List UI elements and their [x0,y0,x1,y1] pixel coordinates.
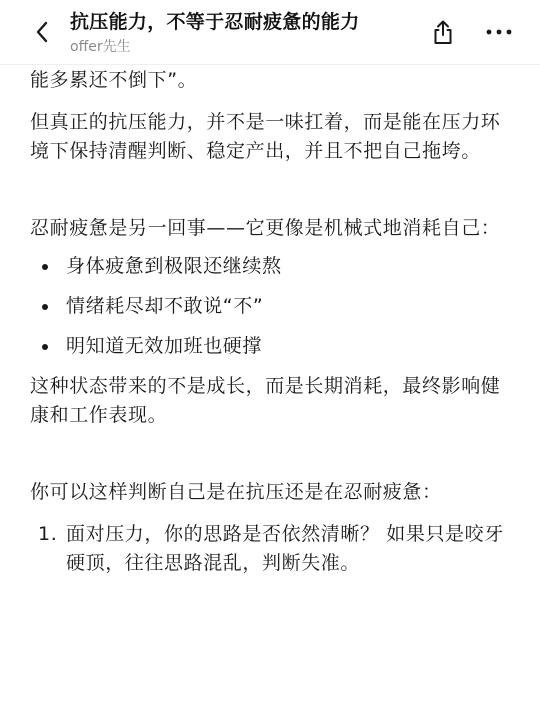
paragraph-endurance: 忍耐疲惫是另一回事——它更像是机械式地消耗自己： [30,217,501,239]
list-item-text: 明知道无效加班也硬撑 [66,335,263,357]
list-item [30,332,510,361]
numbered-item [30,520,510,578]
bullet-dot [42,264,48,270]
paragraph-definition: 但真正的抗压能力，并不是一味扛着，而是能在压力环境下保持清醒判断、稳定产出，并且不把自己拖垮。 [30,111,501,162]
bullet-dot [42,344,48,350]
numbered-item-text: 面对压力，你的思路是否依然清晰？ 如果只是咬牙硬顶，往往思路混乱，判断失准。 [66,523,504,574]
list-item-text: 身体疲惫到极限还继续熬 [66,255,282,277]
paragraph-self-check: 你可以这样判断自己是在抗压还是在忍耐疲惫： [30,481,442,503]
bullet-list [30,252,510,361]
account-name[interactable]: offer先生 [70,39,131,55]
list-item-text: 情绪耗尽却不敢说“不” [66,295,264,317]
share-button[interactable] [428,14,458,50]
top-nav-bar [0,0,540,65]
more-icon [486,29,512,35]
paragraph-consequence: 这种状态带来的不是成长，而是长期消耗，最终影响健康和工作表现。 [30,375,501,426]
bullet-dot [42,304,48,310]
title-block [70,8,420,57]
list-item [30,252,510,281]
page-title: 抗压能力，不等于忍耐疲惫的能力 [70,11,360,33]
share-icon [431,19,455,45]
article-body [30,66,510,578]
paragraph-continued: 能多累还不倒下”。 [30,69,198,91]
chevron-left-icon [35,21,49,43]
numbered-marker: 1. [38,523,58,545]
list-item [30,292,510,321]
back-button[interactable] [26,14,58,50]
more-button[interactable] [482,14,516,50]
